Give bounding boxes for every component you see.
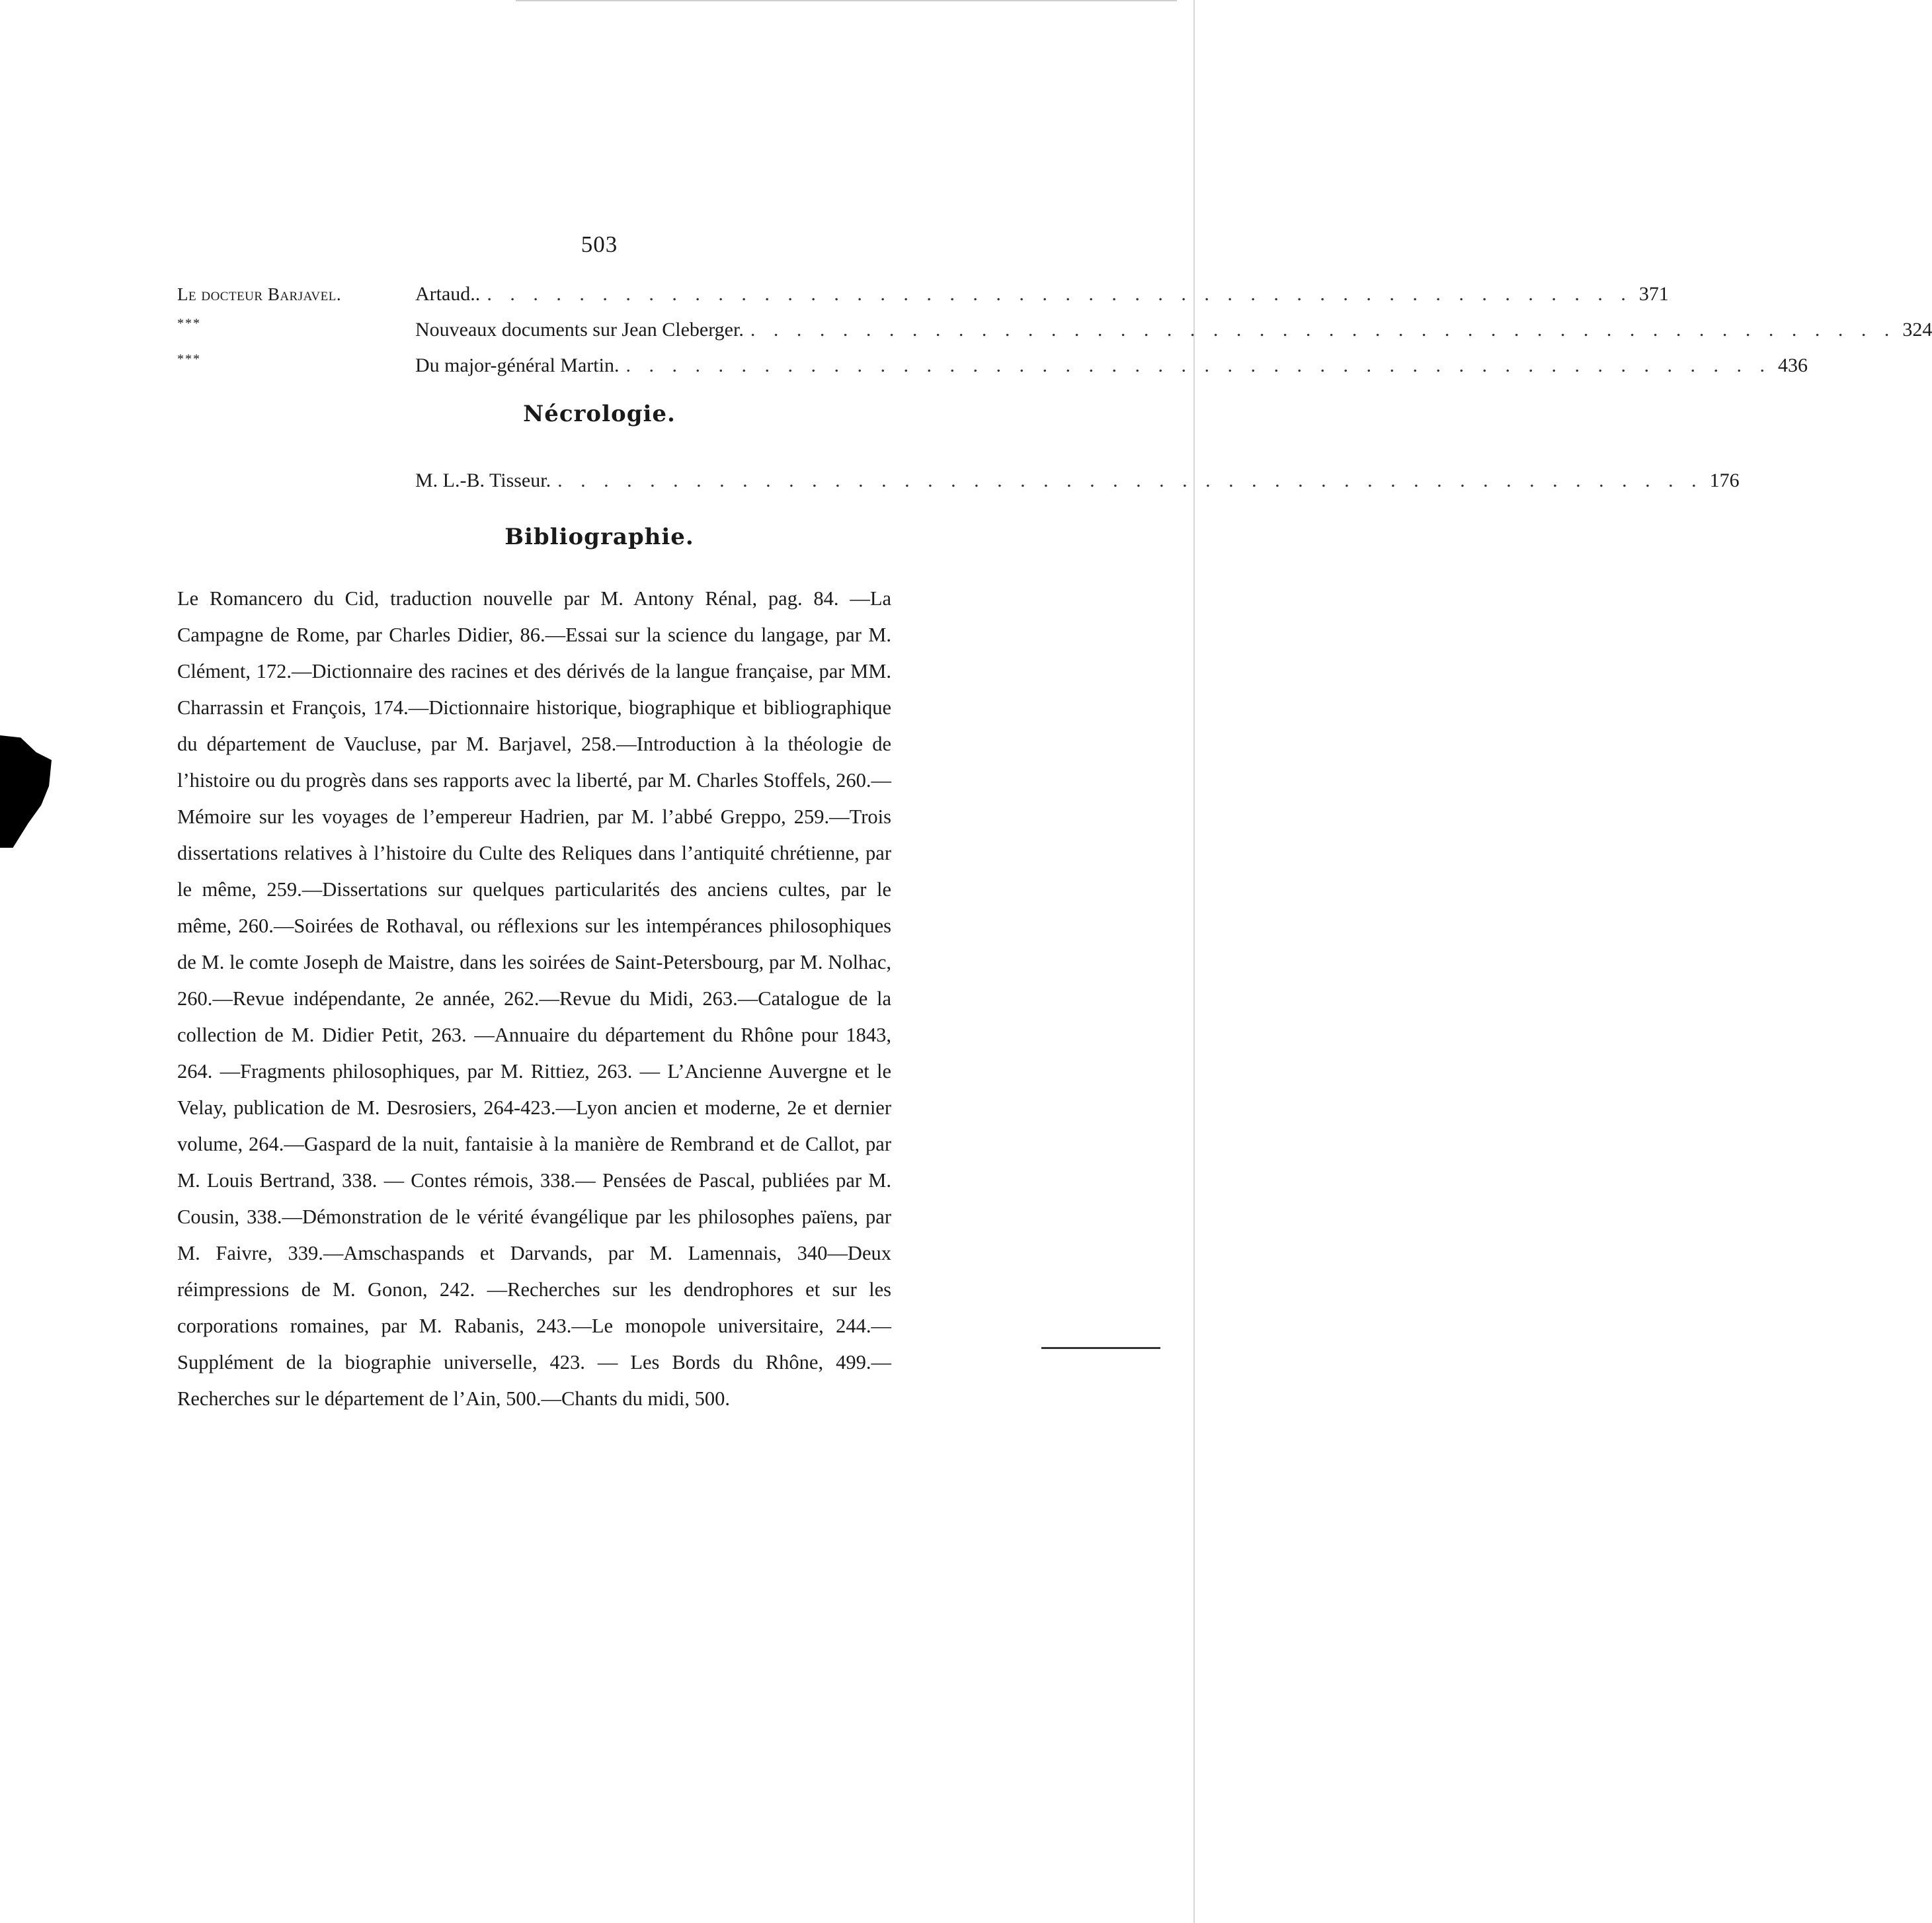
bibliographie-text: Le Romancero du Cid, traduction nouvelle par M. Antony Rénal, pag. 84. —La Campagne de Rome, par Charles Didier, 86.—Essai sur la science du langage, par M. Clément, 172.—Dictionnaire des racines et des dérivés de la langue française, par MM. Charrassin et François, 174.—Dictionnaire historique, biographique et bibliographique du département de Vaucluse, par M. Barjavel, 258.—Introduction à la théologie de l’histoire ou du progrès dans ses rapports avec la liberté, par M. Charles Stoffels, 260.—Mémoire sur les voyages de l’empereur Hadrien, par M. l’abbé Greppo, 259.—Trois dissertations relatives à l’histoire du Culte des Reliques dans l’antiquité chrétienne, par le même, 259.—Dissertations sur quelques particularités des anciens cultes, par le même, 260.—Soirées de Rothaval, ou réflexions sur les intempérances philosophiques de M. le comte Joseph de Maistre, dans les soirées de Saint-Petersbourg, par M. Nolhac, 260.—Revue indépendante, 2e année, 262.—Revue du Midi, 263.—Catalogue de la collection de M. Didier Petit, 263. —Annuaire du département du Rhône pour 1843, 264. —Fragments philosophiques, par M. Rittiez, 263. — L’Ancienne Auvergne et le Velay, publication de M. Desrosiers, 264-423.—Lyon ancien et moderne, 2e et dernier volume, 264.—Gaspard de la nuit, fantaisie à la manière de Rembrand et de Callot, par M. Louis Bertrand, 338. — Contes rémois, 338.— Pensées de Pascal, publiées par M. Cousin, 338.—Démonstration de le vérité évangélique par les philosophes païens, par M. Faivre, 339.—Amschaspands et Darvands, par M. Lamennais, 340—Deux réimpressions de M. Gonon, 242. —Recherches sur les dendrophores et sur les corporations romaines, par M. Rabanis, 243.—Le monopole universitaire, 244.—Supplément de la biographie universelle, 423. — Les Bords du Rhône, 499.—Recherches sur le département de l’Ain, 500.—Chants du midi, 500. bbox=[177, 587, 891, 1410]
table-of-contents bbox=[177, 276, 1932, 384]
toc-leader: . . . . . . . . . . . . . . . . . . . . . . . . . . . . . . . . . . . . . . . . . . . . . . . . . . bbox=[625, 354, 1771, 376]
necrologie-entry bbox=[415, 463, 1740, 499]
toc-row bbox=[177, 276, 1669, 312]
toc-page: 176 bbox=[1709, 470, 1740, 491]
toc-author: Le docteur Barjavel. bbox=[177, 284, 342, 304]
toc-leader: . . . . . . . . . . . . . . . . . . . . . . . . . . . . . . . . . . . . . . . . . . . . . . . . . . bbox=[557, 470, 1703, 491]
toc-title: Artaud.. bbox=[415, 283, 481, 305]
scan-binding-mark bbox=[0, 735, 52, 848]
toc-page: 436 bbox=[1777, 354, 1808, 376]
toc-author: *** bbox=[177, 352, 201, 366]
toc-author: *** bbox=[177, 316, 201, 331]
toc-row bbox=[177, 348, 1808, 384]
toc-row bbox=[177, 312, 1932, 348]
toc-page: 371 bbox=[1638, 283, 1669, 305]
toc-entry bbox=[415, 276, 1669, 312]
toc-entry bbox=[415, 348, 1808, 384]
bibliographie-heading: Bibliographie. bbox=[504, 524, 694, 550]
toc-title: Nouveaux documents sur Jean Cleberger. bbox=[415, 319, 744, 341]
margin-rule bbox=[1041, 1347, 1160, 1349]
scan-top-edge bbox=[516, 0, 1177, 1]
toc-title: Du major-général Martin. bbox=[415, 354, 620, 376]
toc-entry bbox=[415, 463, 1740, 499]
toc-leader: . . . . . . . . . . . . . . . . . . . . . . . . . . . . . . . . . . . . . . . . . . . . . . . . . . bbox=[487, 283, 1632, 305]
toc-page: 324 bbox=[1902, 319, 1932, 341]
page-number: 503 bbox=[581, 231, 618, 257]
toc-leader: . . . . . . . . . . . . . . . . . . . . . . . . . . . . . . . . . . . . . . . . . . . . . . . . . . bbox=[750, 319, 1896, 341]
toc-entry bbox=[415, 312, 1932, 348]
toc-title: M. L.-B. Tisseur. bbox=[415, 470, 551, 491]
bibliographie-body bbox=[177, 581, 891, 1417]
necrologie-heading: Nécrologie. bbox=[523, 401, 676, 427]
